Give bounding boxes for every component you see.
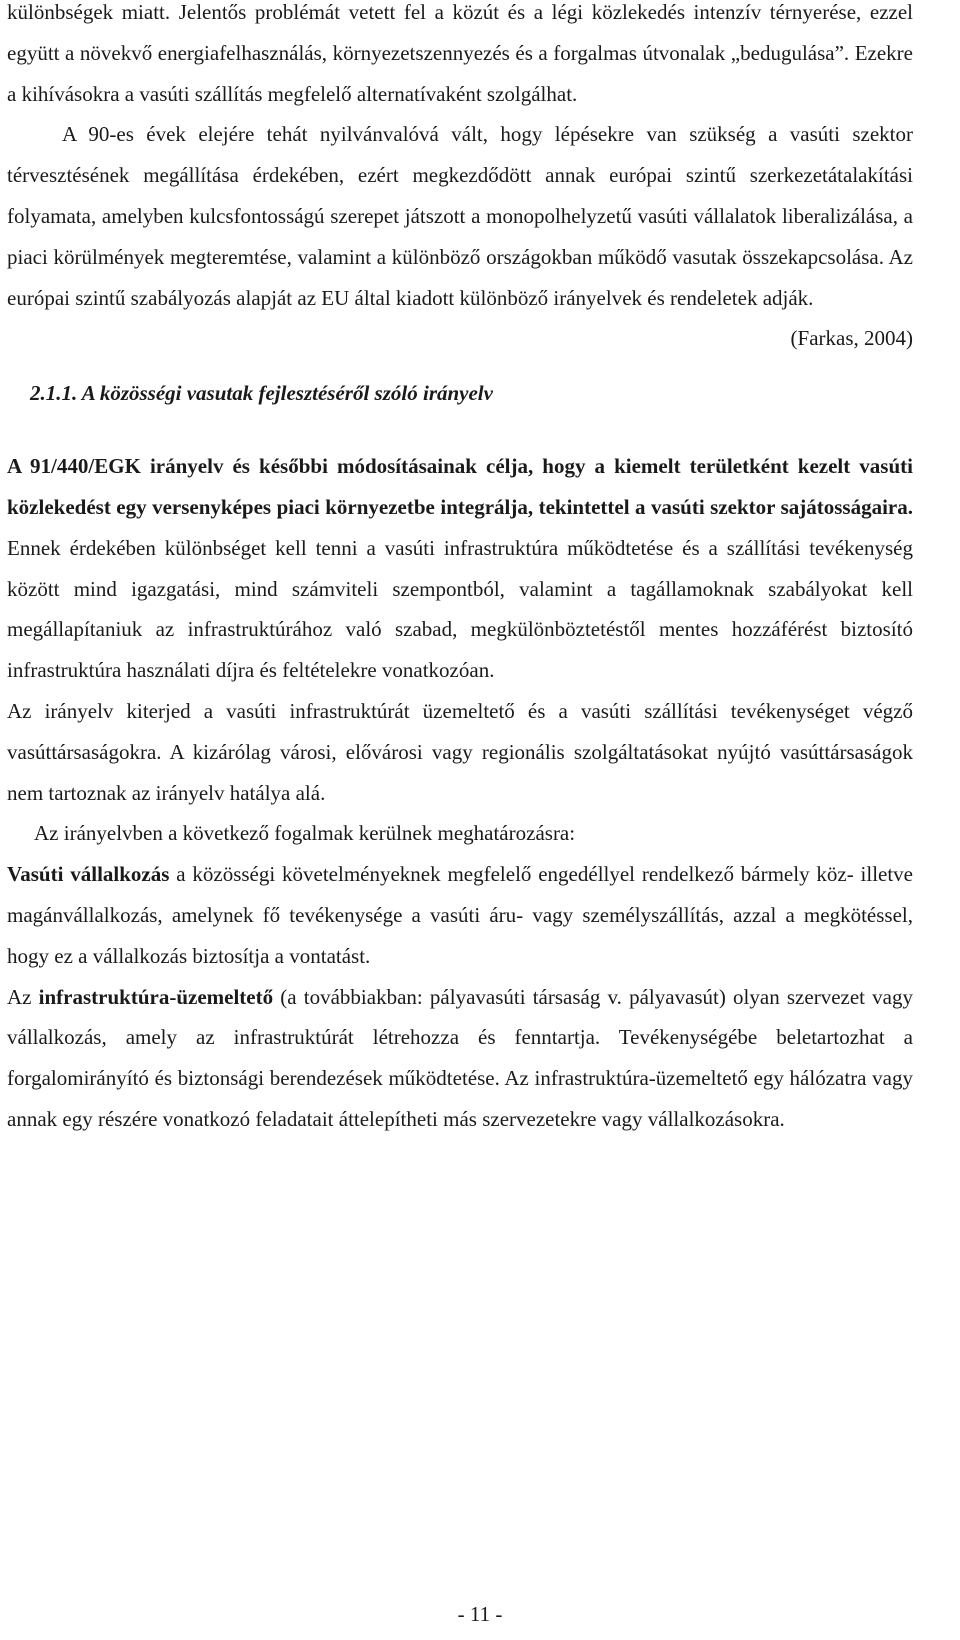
paragraph-definitions-intro: Az irányelvben a következő fogalmak kerülnek meghatározásra: — [34, 821, 576, 846]
paragraph-directive-goal — [7, 446, 913, 691]
paragraph-railway-undertaking — [7, 854, 913, 976]
term-infrastructure-manager: infrastruktúra-üzemeltető — [38, 984, 274, 1009]
railway-undertaking-definition: a közösségi követelményeknek megfelelő engedéllyel rendelkező bármely köz- illetve magánvállalkozás, amelynek fő tevékenysége a vasúti áru- vagy személyszállítás, azzal a megkötéssel, hogy ez a vállalkozás biztosítja a vontatást. — [7, 862, 914, 968]
paragraph-scope: Az irányelv kiterjed a vasúti infrastruktúrát üzemeltető és a vasúti szállítási tevékenységet végző vasúttársaságokra. A kizárólag városi, elővárosi vagy regionális szolgáltatásokat nyújtó vasúttársaságok nem tartoznak az irányelv hatálya alá. — [7, 698, 913, 805]
page-number: - 11 - — [457, 1602, 503, 1626]
infrastructure-manager-definition: (a továbbiakban: pályavasúti társaság v. pályavasút) olyan szervezet vagy vállalkozás, amely az infrastruktúrát létrehozza és fenntartja. Tevékenységébe beletartozhat a forgalomirányító és biztonsági berendezések működtetése. Az infrastruktúra-üzemeltető egy hálózatra vagy annak egy részére vonatkozó feladatait áttelepítheti más szervezetekre vagy vállalkozásokra. — [7, 984, 913, 1131]
directive-goal-rest: Ennek érdekében különbséget kell tenni a vasúti infrastruktúra működtetése és a szállítási tevékenység között mind igazgatási, mind számviteli szempontból, valamint a tagállamoknak szabályokat kell megállapítaniuk az infrastruktúrához való szabad, megkülönböztetéstől mentes hozzáférést biztosító infrastruktúra használati díjra és feltételekre vonatkozóan. — [7, 535, 913, 683]
paragraph-continuation: különbségek miatt. Jelentős problémát vetett fel a közút és a légi közlekedés intenzív térnyerése, ezzel együtt a növekvő energiafelhasználás, környezetszennyezés és a forgalmas útvonalak „bedugulása”. Ezekre a kihívásokra a vasúti szállítás megfelelő alternatívaként szolgálhat. — [7, 0, 913, 106]
term-railway-undertaking: Vasúti vállalkozás — [7, 862, 170, 887]
infrastructure-manager-prefix: Az — [7, 984, 39, 1009]
paragraph-restructuring: A 90-es évek elejére tehát nyilvánvalóvá vált, hogy lépésekre van szükség a vasúti szektor térvesztésének megállítása érdekében, ezért megkezdődött annak európai szintű szerkezetátalakítási folyamata, amelyben kulcsfontosságú szerepet játszott a monopolhelyzetű vasúti vállalatok liberalizálása, a piaci körülmények megteremtése, valamint a különböző országokban működő vasutak összekapcsolása. Az európai szintű szabályozás alapját az EU által kiadott különböző irányelvek és rendeletek adják. — [7, 122, 913, 310]
section-heading: 2.1.1. A közösségi vasutak fejlesztéséről szóló irányelv — [30, 381, 493, 406]
directive-goal-bold: A 91/440/EGK irányelv és későbbi módosításainak célja, hogy a kiemelt területként kezelt vasúti közlekedést egy versenyképes piaci környezetbe integrálja, tekintettel a vasúti szektor sajátosságaira. — [7, 454, 913, 519]
paragraph-infrastructure-manager — [7, 977, 913, 1140]
citation: (Farkas, 2004) — [790, 326, 913, 351]
document-page — [7, 0, 913, 1140]
